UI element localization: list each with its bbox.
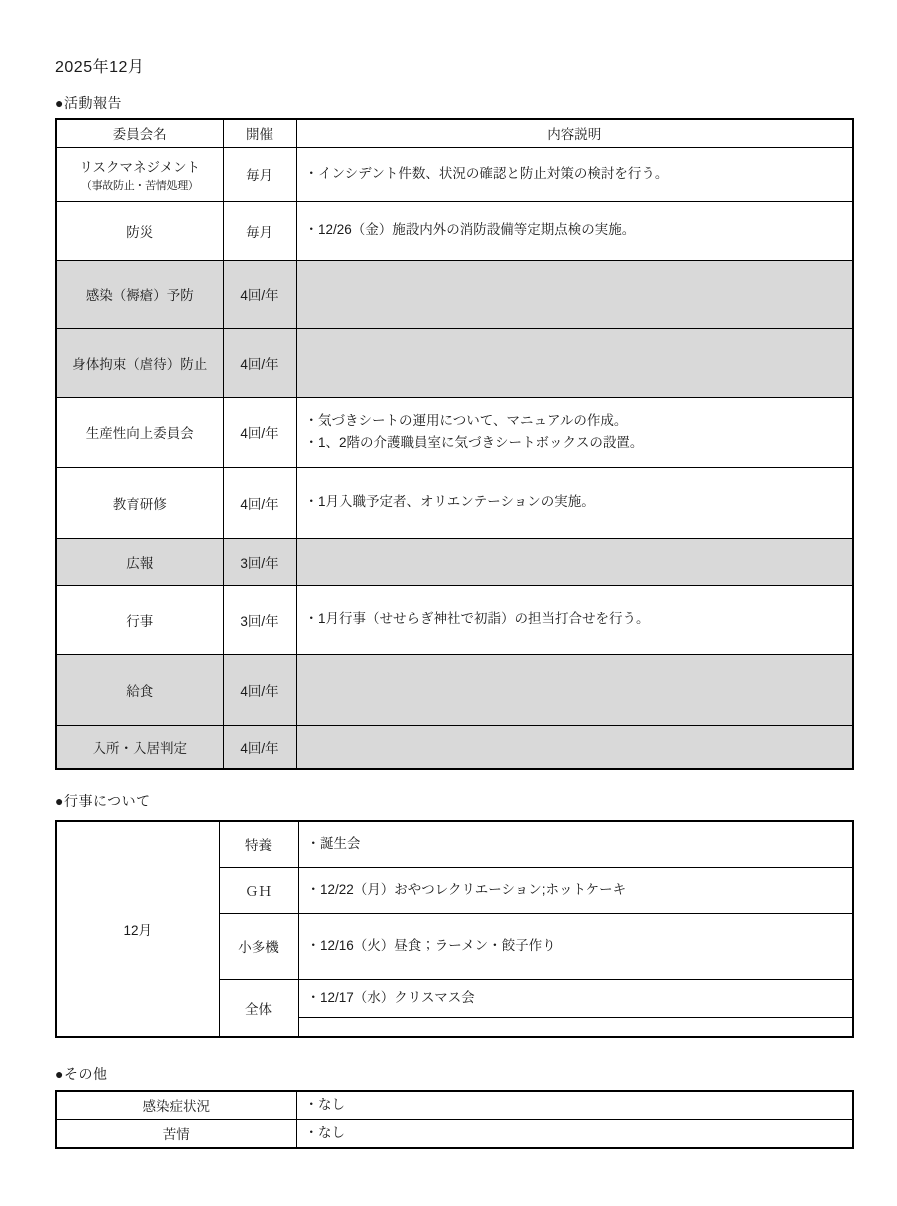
month-cell: 12月 (56, 821, 219, 1037)
content-cell (296, 328, 853, 397)
content-cell (296, 397, 853, 467)
table-row (56, 201, 853, 260)
facility-label-cell: ＧＨ (219, 867, 298, 913)
committee-name-cell: 広報 (56, 538, 223, 585)
event-content-cell (298, 1017, 853, 1037)
committee-name-sub: （事故防止・苦情処理） (80, 179, 199, 192)
frequency-cell: 4回/年 (223, 654, 296, 725)
table-row (56, 821, 853, 867)
other-label-cell: 苦情 (56, 1119, 296, 1148)
committee-name-cell: 給食 (56, 654, 223, 725)
committee-name-cell (56, 147, 223, 201)
page-title: 2025年12月 (55, 59, 145, 76)
content-cell (296, 725, 853, 769)
table-row (56, 725, 853, 769)
facility-label-cell: 小多機 (219, 913, 298, 979)
content-cell (296, 585, 853, 654)
content-cell (296, 201, 853, 260)
frequency-cell: 4回/年 (223, 328, 296, 397)
event-content-cell: ・12/16（火）昼食；ラーメン・餃子作り (298, 913, 853, 979)
content-line: ・12/26（金）施設内外の消防設備等定期点検の実施。 (304, 222, 636, 238)
committee-name-cell: 防災 (56, 201, 223, 260)
other-content-cell: ・なし (296, 1091, 853, 1119)
table-row (56, 654, 853, 725)
table-header-row (56, 119, 853, 147)
event-content-cell: ・12/17（水）クリスマス会 (298, 979, 853, 1017)
frequency-cell: 毎月 (223, 147, 296, 201)
other-table (55, 1090, 854, 1149)
event-content-cell: ・誕生会 (298, 821, 853, 867)
content-cell (296, 467, 853, 538)
committee-name-cell: 教育研修 (56, 467, 223, 538)
content-cell (296, 654, 853, 725)
committee-name: リスクマネジメント (79, 159, 201, 175)
table-row (56, 397, 853, 467)
facility-label-cell: 特養 (219, 821, 298, 867)
table-row (56, 467, 853, 538)
frequency-cell: 3回/年 (223, 585, 296, 654)
section-heading-events: ●行事について (55, 793, 151, 809)
content-cell (296, 538, 853, 585)
frequency-cell: 4回/年 (223, 260, 296, 328)
content-line: ・インシデント件数、状況の確認と防止対策の検討を行う。 (304, 165, 669, 181)
other-label-cell: 感染症状況 (56, 1091, 296, 1119)
frequency-cell: 毎月 (223, 201, 296, 260)
event-content-cell: ・12/22（月）おやつレクリエーション;ホットケーキ (298, 867, 853, 913)
frequency-cell: 4回/年 (223, 725, 296, 769)
column-header-frequency: 開催 (223, 119, 296, 147)
table-row (56, 585, 853, 654)
table-row (56, 538, 853, 585)
content-line: ・1、2階の介護職員室に気づきシートボックスの設置。 (304, 435, 644, 450)
activity-report-table (55, 118, 854, 770)
table-row (56, 1119, 853, 1148)
table-row (56, 328, 853, 397)
committee-name-cell: 身体拘束（虐待）防止 (56, 328, 223, 397)
table-row (56, 147, 853, 201)
committee-name-cell: 入所・入居判定 (56, 725, 223, 769)
other-content-cell: ・なし (296, 1119, 853, 1148)
committee-name-cell: 生産性向上委員会 (56, 397, 223, 467)
content-line: ・1月入職予定者、オリエンテーションの実施。 (304, 494, 595, 510)
column-header-committee: 委員会名 (56, 119, 223, 147)
committee-name-cell: 行事 (56, 585, 223, 654)
content-cell (296, 147, 853, 201)
facility-label-cell: 全体 (219, 979, 298, 1037)
frequency-cell: 4回/年 (223, 397, 296, 467)
section-heading-other: ●その他 (55, 1066, 108, 1082)
committee-name-cell: 感染（褥瘡）予防 (56, 260, 223, 328)
content-cell (296, 260, 853, 328)
frequency-cell: 4回/年 (223, 467, 296, 538)
section-heading-activity: ●活動報告 (55, 95, 122, 111)
events-table (55, 820, 854, 1038)
frequency-cell: 3回/年 (223, 538, 296, 585)
table-row (56, 260, 853, 328)
content-line: ・気づきシートの運用について、マニュアルの作成。 (304, 412, 628, 428)
column-header-description: 内容説明 (296, 119, 853, 147)
content-line: ・1月行事（せせらぎ神社で初詣）の担当打合せを行う。 (304, 611, 650, 627)
table-row (56, 1091, 853, 1119)
